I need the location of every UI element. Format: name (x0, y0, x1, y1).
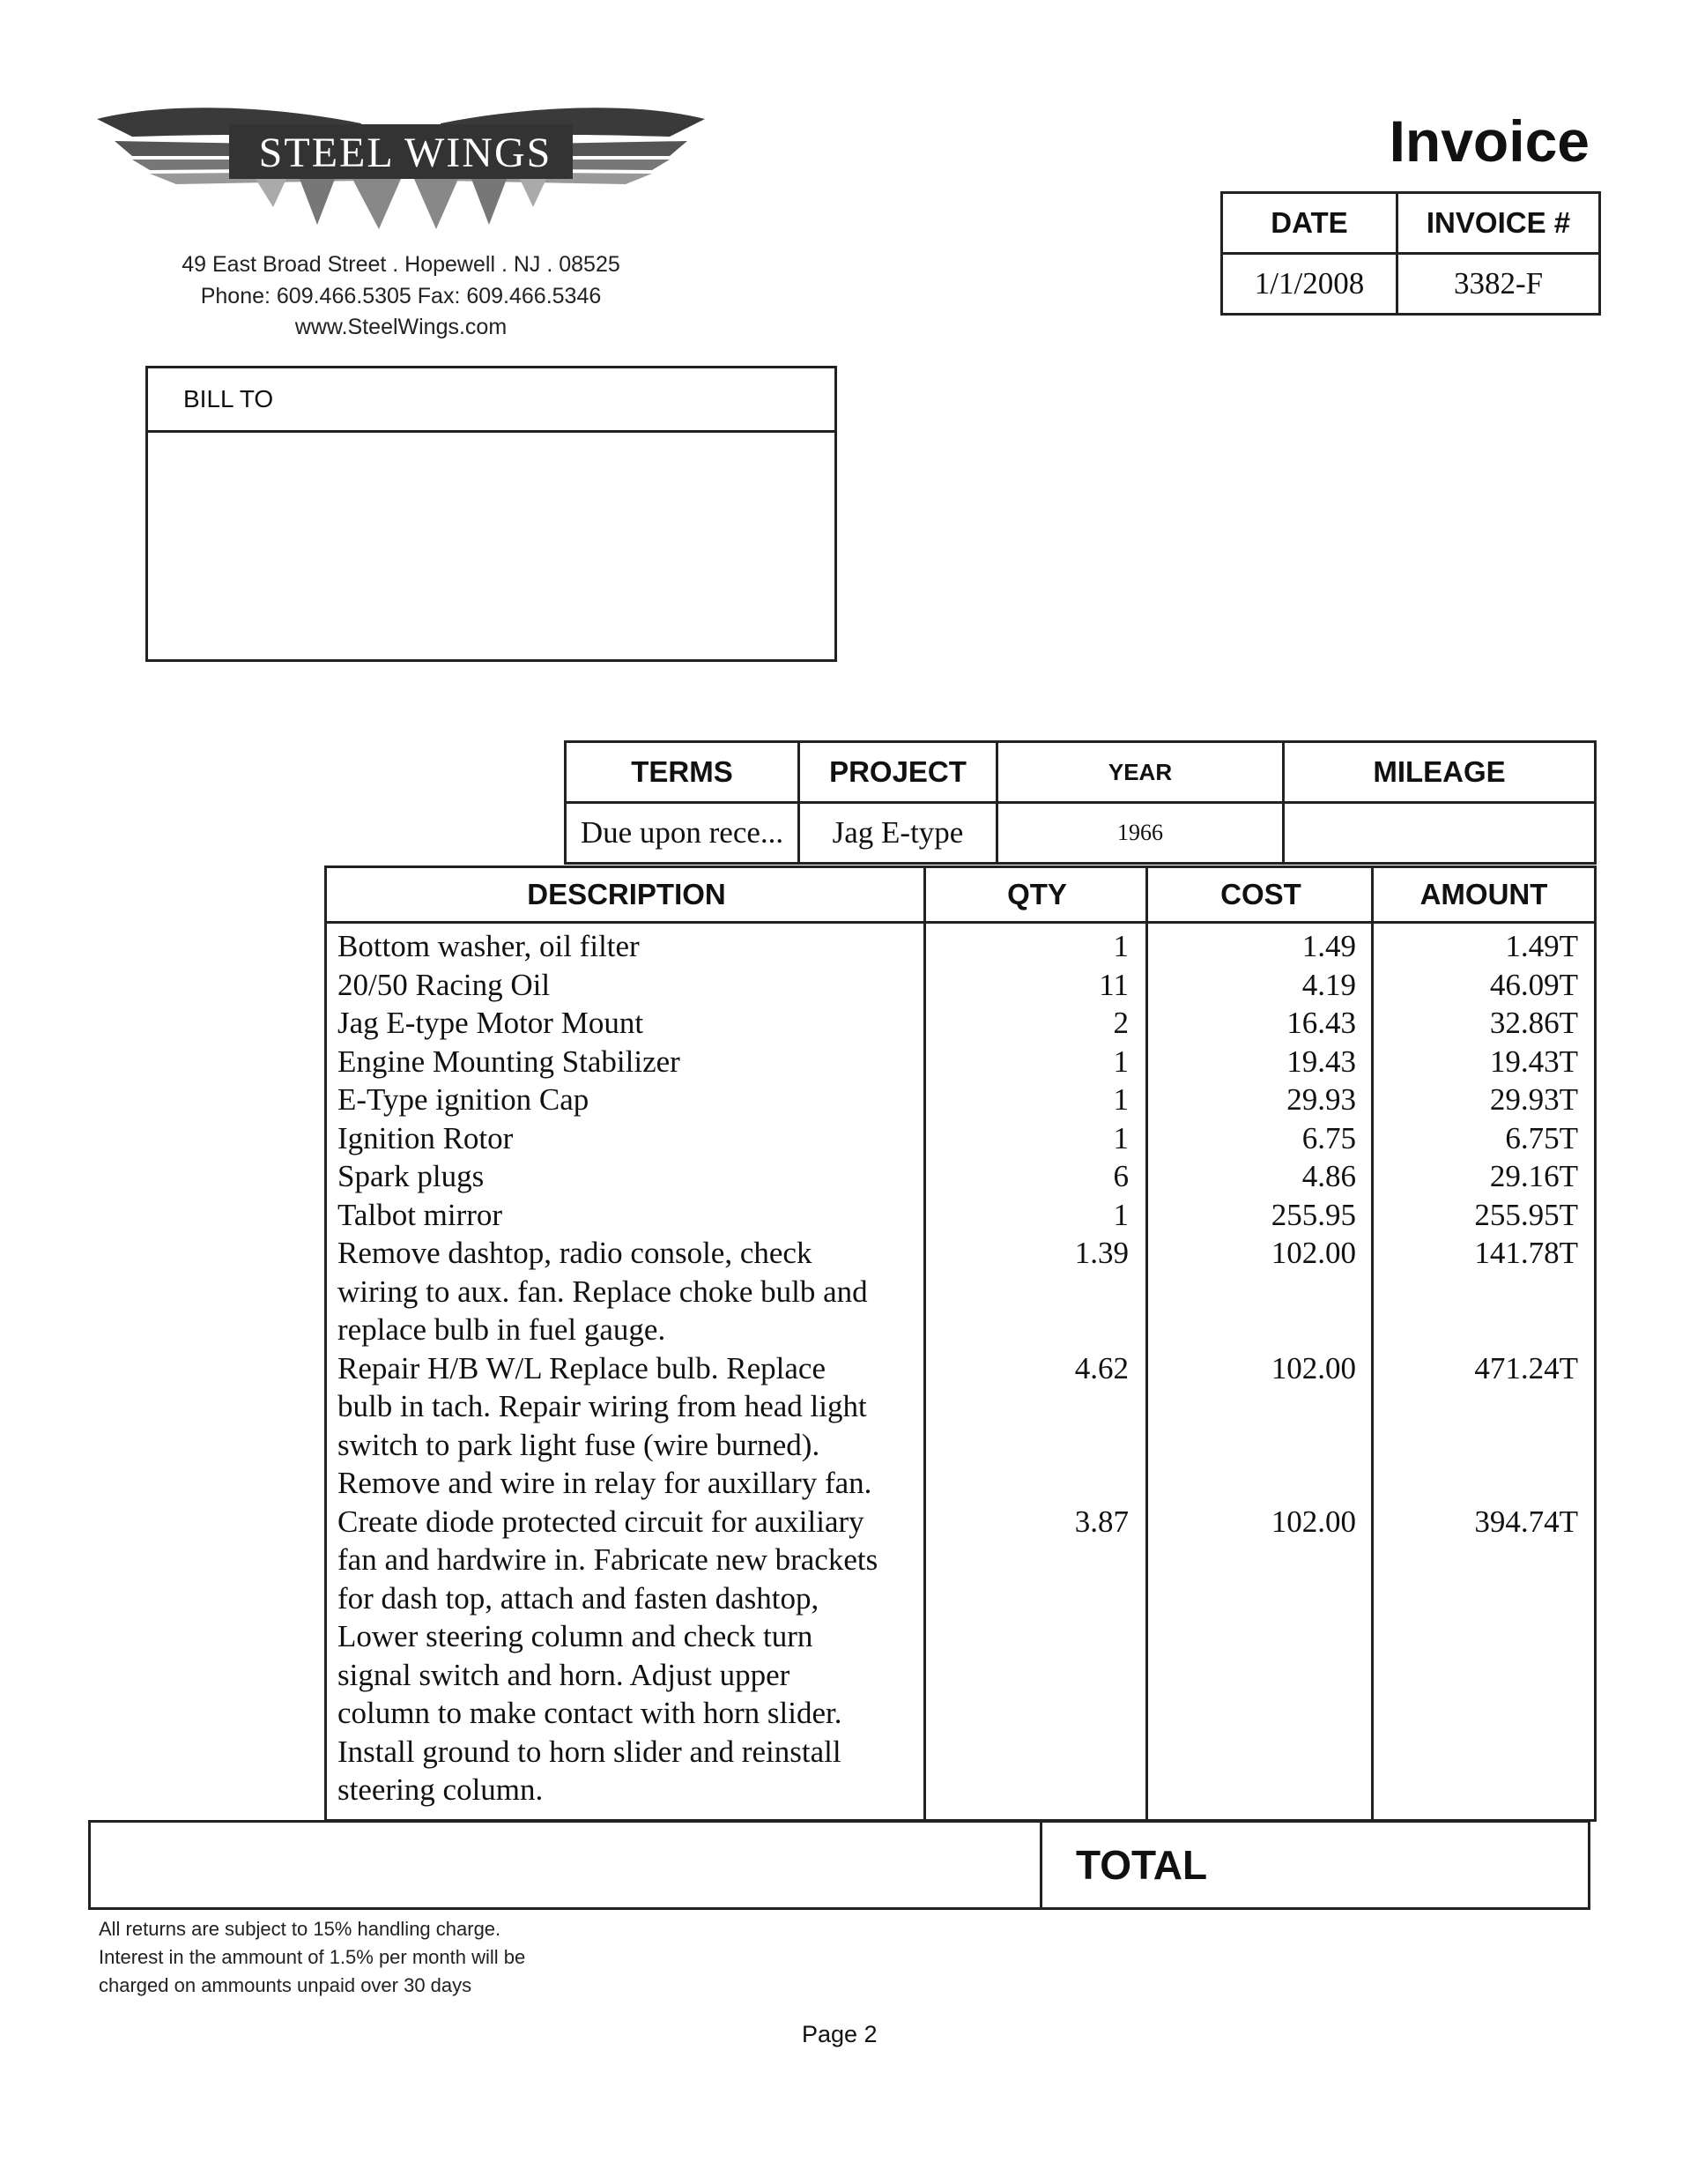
date-label: DATE (1222, 193, 1397, 254)
invoice-number-label: INVOICE # (1397, 193, 1600, 254)
item-description (327, 1004, 919, 1043)
item-description-line: signal switch and horn. Adjust upper (337, 1657, 790, 1692)
item-description (327, 1157, 919, 1196)
item-amount: 19.43T (1489, 1044, 1578, 1079)
mileage-value (1284, 803, 1596, 864)
description-header: DESCRIPTION (527, 878, 726, 910)
item-cost: 29.93 (1286, 1082, 1356, 1117)
item-amount: 255.95T (1474, 1197, 1578, 1232)
item-cost: 1.49 (1301, 929, 1356, 963)
item-amount: 29.93T (1489, 1082, 1578, 1117)
qty-header: QTY (1007, 878, 1067, 910)
bill-to-box (145, 366, 837, 662)
invoice-number: 3382-F (1397, 254, 1600, 315)
invoice-date: 1/1/2008 (1222, 254, 1397, 315)
item-qty: 2 (1113, 1006, 1129, 1040)
item-description (327, 1043, 919, 1081)
item-description-line: Lower steering column and check turn (337, 1619, 813, 1653)
terms-value: Due upon rece... (566, 803, 799, 864)
item-cost: 16.43 (1286, 1006, 1356, 1040)
project-label: PROJECT (799, 742, 997, 803)
footer-returns-policy: All returns are subject to 15% handling charge. (99, 1918, 501, 1940)
company-logo (97, 101, 705, 234)
total-label: TOTAL (1076, 1842, 1208, 1888)
item-amount: 32.86T (1489, 1006, 1578, 1040)
table-row (327, 1043, 1594, 1081)
item-qty: 1 (1113, 1044, 1129, 1079)
item-description-line: Remove dashtop, radio console, check (337, 1236, 812, 1270)
item-description (327, 1196, 919, 1235)
document-title: Invoice (1389, 108, 1590, 174)
item-cost: 19.43 (1286, 1044, 1356, 1079)
year-value: 1966 (997, 803, 1284, 864)
item-description-line: column to make contact with horn slider. (337, 1696, 842, 1730)
table-row (327, 1157, 1594, 1196)
item-description-line: Install ground to horn slider and reinstall (337, 1734, 841, 1769)
item-qty: 11 (1099, 967, 1129, 1002)
item-description-line: wiring to aux. fan. Replace choke bulb and (337, 1274, 868, 1309)
item-description-line: Spark plugs (337, 1159, 485, 1193)
table-row (327, 966, 1594, 1005)
item-description (327, 1503, 919, 1809)
item-description (327, 1119, 919, 1158)
item-qty: 1 (1113, 929, 1129, 963)
terms-label: TERMS (566, 742, 799, 803)
item-description-line: E-Type ignition Cap (337, 1082, 589, 1117)
terms-table (564, 740, 1597, 865)
item-amount: 471.24T (1474, 1350, 1578, 1385)
company-phone-fax: Phone: 609.466.5305 Fax: 609.466.5346 (200, 284, 602, 308)
item-description-line: for dash top, attach and fasten dashtop, (337, 1580, 819, 1616)
page-number: Page 2 (802, 2021, 878, 2047)
company-website: www.SteelWings.com (294, 315, 508, 339)
item-qty: 6 (1113, 1159, 1129, 1193)
line-items-header (327, 865, 1594, 924)
item-cost: 4.86 (1301, 1159, 1356, 1193)
item-description-line: Bottom washer, oil filter (337, 929, 640, 963)
footer-interest-policy-cont: charged on ammounts unpaid over 30 days (99, 1974, 472, 1996)
footer-interest-policy: Interest in the ammount of 1.5% per month will be (99, 1946, 526, 1968)
item-description-line: Engine Mounting Stabilizer (337, 1044, 680, 1079)
item-amount: 394.74T (1474, 1504, 1578, 1539)
company-address: 49 East Broad Street . Hopewell . NJ . 08525 (182, 252, 620, 277)
item-description-line: steering column. (337, 1772, 544, 1807)
item-cost: 4.19 (1301, 967, 1356, 1002)
item-cost: 102.00 (1271, 1236, 1356, 1270)
amount-header: AMOUNT (1419, 878, 1548, 910)
total-box (88, 1820, 1590, 1910)
item-description-line: Talbot mirror (337, 1197, 503, 1232)
item-description-line: Jag E-type Motor Mount (337, 1006, 644, 1040)
line-items-table (324, 865, 1597, 1822)
item-cost: 6.75 (1301, 1120, 1356, 1155)
bill-to-label: BILL TO (148, 368, 834, 433)
mileage-label: MILEAGE (1284, 742, 1596, 803)
item-qty: 1 (1113, 1120, 1129, 1155)
item-description-line: switch to park light fuse (wire burned). (337, 1427, 820, 1462)
item-description (327, 927, 919, 966)
cost-header: COST (1220, 878, 1301, 910)
item-cost: 102.00 (1271, 1350, 1356, 1385)
item-amount: 6.75T (1505, 1120, 1578, 1155)
table-row (327, 1119, 1594, 1158)
project-value: Jag E-type (799, 803, 997, 864)
item-cost: 255.95 (1271, 1197, 1356, 1232)
item-qty: 1.39 (1074, 1236, 1129, 1270)
item-qty: 1 (1113, 1197, 1129, 1232)
item-description (327, 1234, 919, 1349)
item-amount: 1.49T (1505, 929, 1578, 963)
item-description-line: replace bulb in fuel gauge. (337, 1312, 666, 1347)
item-amount: 46.09T (1489, 967, 1578, 1002)
item-amount: 29.16T (1489, 1159, 1578, 1193)
year-label: YEAR (997, 742, 1284, 803)
date-invoice-table (1220, 191, 1601, 316)
table-row (327, 1196, 1594, 1235)
total-spacer (91, 1823, 1042, 1907)
item-description (327, 1081, 919, 1119)
table-row (327, 1081, 1594, 1119)
table-row (327, 1004, 1594, 1043)
item-qty: 1 (1113, 1082, 1129, 1117)
item-amount: 141.78T (1474, 1236, 1578, 1270)
item-description (327, 1349, 919, 1503)
item-description-line: Create diode protected circuit for auxiliary (337, 1504, 864, 1539)
item-cost: 102.00 (1271, 1504, 1356, 1539)
table-row (327, 1349, 1594, 1503)
item-description-line: fan and hardwire in. Fabricate new brackets (337, 1542, 878, 1577)
item-description-line: 20/50 Racing Oil (337, 967, 551, 1002)
table-row (327, 1503, 1594, 1809)
item-qty: 3.87 (1074, 1504, 1129, 1539)
item-description-line: Remove and wire in relay for auxillary fan. (337, 1466, 872, 1500)
item-qty: 4.62 (1074, 1350, 1129, 1385)
item-description (327, 966, 919, 1005)
item-description-line: Repair H/B W/L Replace bulb. Replace (337, 1350, 826, 1385)
table-row (327, 1234, 1594, 1349)
logo-text: STEEL WINGS (258, 129, 552, 176)
table-row (327, 927, 1594, 966)
item-description-line: Ignition Rotor (337, 1120, 514, 1155)
item-description-line: bulb in tach. Repair wiring from head light (337, 1389, 867, 1423)
